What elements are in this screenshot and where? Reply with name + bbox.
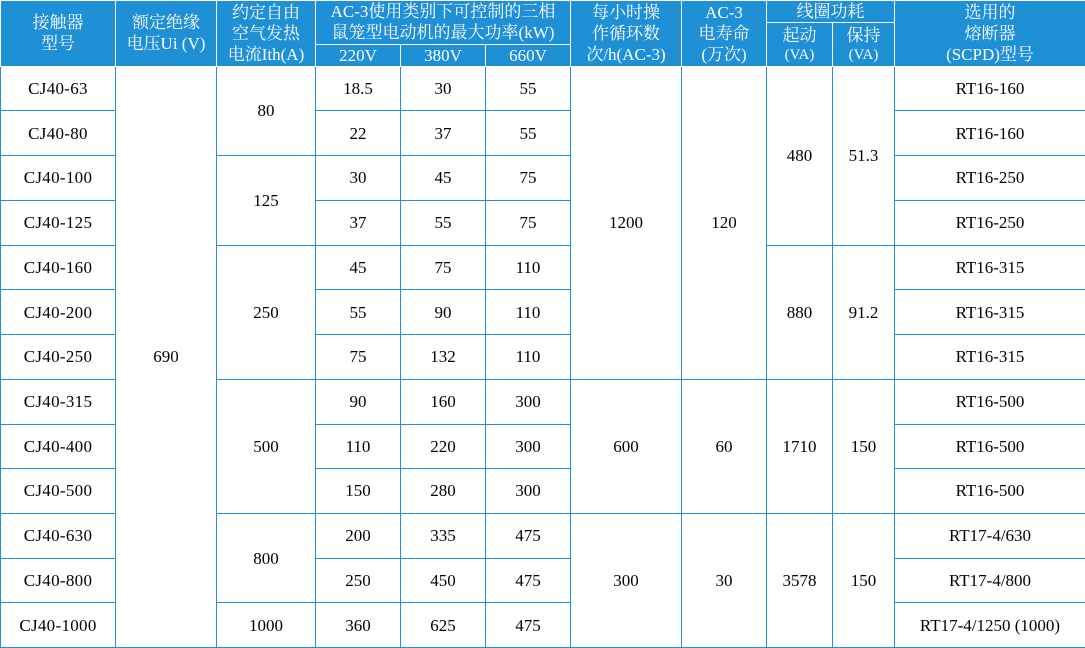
header-coil-consumption-group xyxy=(767,1,895,23)
cell-fuse: RT16-315 xyxy=(895,335,1085,380)
cell-model: CJ40-100 xyxy=(1,156,116,201)
cell-power-220: 150 xyxy=(316,469,401,514)
header-coil-group-label: 线圈功耗 xyxy=(797,2,865,21)
cell-model: CJ40-400 xyxy=(1,424,116,469)
cell-model: CJ40-125 xyxy=(1,200,116,245)
cell-power-380: 160 xyxy=(401,379,486,424)
cell-insulation-voltage: 690 xyxy=(116,66,217,648)
header-insulation-line2: 电压Ui (V) xyxy=(118,33,214,54)
cell-model: CJ40-200 xyxy=(1,290,116,335)
cell-fuse: RT16-250 xyxy=(895,156,1085,201)
cell-cycles: 1200 xyxy=(571,66,682,379)
cell-power-660: 110 xyxy=(486,335,571,380)
cell-coil-hold: 150 xyxy=(833,513,895,647)
cell-model: CJ40-800 xyxy=(1,558,116,603)
header-life-line3: (万次) xyxy=(684,44,764,65)
table-header xyxy=(1,1,1085,67)
cell-thermal-current: 80 xyxy=(217,66,316,155)
cell-power-220: 200 xyxy=(316,513,401,558)
cell-power-660: 55 xyxy=(486,66,571,111)
header-thermal-line1: 约定自由 xyxy=(219,2,313,23)
header-cycles-line2: 作循环数 xyxy=(573,23,679,44)
cell-model: CJ40-160 xyxy=(1,245,116,290)
cell-fuse: RT16-250 xyxy=(895,200,1085,245)
cell-coil-start: 1710 xyxy=(767,379,833,513)
cell-life: 60 xyxy=(682,379,767,513)
cell-model: CJ40-80 xyxy=(1,111,116,156)
cell-fuse: RT17-4/1250 (1000) xyxy=(895,603,1085,648)
cell-power-220: 22 xyxy=(316,111,401,156)
cell-model: CJ40-630 xyxy=(1,513,116,558)
cell-power-380: 90 xyxy=(401,290,486,335)
header-model-line2: 型号 xyxy=(3,33,113,54)
header-coil-hold-line2: (VA) xyxy=(835,46,892,65)
cell-power-380: 75 xyxy=(401,245,486,290)
cell-coil-start: 3578 xyxy=(767,513,833,647)
cell-power-660: 75 xyxy=(486,156,571,201)
cell-power-660: 475 xyxy=(486,513,571,558)
header-fuse-line2: 熔断器 xyxy=(897,23,1083,44)
header-life-line2: 电寿命 xyxy=(684,23,764,44)
header-thermal-line2: 空气发热 xyxy=(219,23,313,44)
cell-model: CJ40-500 xyxy=(1,469,116,514)
cell-power-380: 132 xyxy=(401,335,486,380)
header-coil-start xyxy=(767,23,833,67)
cell-power-220: 18.5 xyxy=(316,66,401,111)
cell-thermal-current: 500 xyxy=(217,379,316,513)
header-ac3-power-group xyxy=(316,1,571,45)
cell-fuse: RT16-500 xyxy=(895,424,1085,469)
cell-power-380: 30 xyxy=(401,66,486,111)
cell-model: CJ40-315 xyxy=(1,379,116,424)
header-life-line1: AC-3 xyxy=(684,2,764,23)
cell-power-660: 110 xyxy=(486,245,571,290)
cell-power-380: 625 xyxy=(401,603,486,648)
cell-model: CJ40-250 xyxy=(1,335,116,380)
cell-fuse: RT17-4/630 xyxy=(895,513,1085,558)
header-voltage-220: 220V xyxy=(316,44,401,66)
cell-fuse: RT16-315 xyxy=(895,245,1085,290)
cell-power-380: 220 xyxy=(401,424,486,469)
cell-power-220: 45 xyxy=(316,245,401,290)
header-model-line1: 接触器 xyxy=(3,12,113,33)
cell-fuse: RT16-315 xyxy=(895,290,1085,335)
cell-model: CJ40-63 xyxy=(1,66,116,111)
cell-power-660: 300 xyxy=(486,424,571,469)
cell-model: CJ40-1000 xyxy=(1,603,116,648)
header-thermal-line3: 电流Ith(A) xyxy=(219,44,313,65)
header-row-1 xyxy=(1,1,1085,23)
cell-coil-hold: 91.2 xyxy=(833,245,895,379)
cell-power-380: 45 xyxy=(401,156,486,201)
cell-thermal-current: 250 xyxy=(217,245,316,379)
header-ac3-group-line1: AC-3使用类别下可控制的三相 xyxy=(318,1,568,22)
cell-life: 30 xyxy=(682,513,767,647)
cell-power-660: 300 xyxy=(486,379,571,424)
cell-coil-start: 480 xyxy=(767,66,833,245)
cell-fuse: RT16-160 xyxy=(895,66,1085,111)
header-coil-start-line1: 起动 xyxy=(769,25,830,46)
header-insulation-line1: 额定绝缘 xyxy=(118,12,214,33)
header-fuse-line3: (SCPD)型号 xyxy=(897,44,1083,65)
cell-cycles: 600 xyxy=(571,379,682,513)
header-fuse xyxy=(895,1,1085,67)
header-electrical-life xyxy=(682,1,767,67)
cell-cycles: 300 xyxy=(571,513,682,647)
cell-fuse: RT16-160 xyxy=(895,111,1085,156)
cell-power-220: 250 xyxy=(316,558,401,603)
cell-power-660: 475 xyxy=(486,558,571,603)
cell-coil-hold: 51.3 xyxy=(833,66,895,245)
cell-power-220: 55 xyxy=(316,290,401,335)
header-cycles-line3: 次/h(AC-3) xyxy=(573,44,679,65)
cell-power-380: 37 xyxy=(401,111,486,156)
cell-power-660: 55 xyxy=(486,111,571,156)
header-fuse-line1: 选用的 xyxy=(897,2,1083,23)
header-cycles-line1: 每小时操 xyxy=(573,2,679,23)
table-row xyxy=(1,66,1085,111)
cell-power-380: 280 xyxy=(401,469,486,514)
cell-fuse: RT16-500 xyxy=(895,379,1085,424)
cell-power-380: 450 xyxy=(401,558,486,603)
cell-power-660: 475 xyxy=(486,603,571,648)
cell-coil-start: 880 xyxy=(767,245,833,379)
table-body xyxy=(1,66,1085,648)
header-coil-hold-line1: 保持 xyxy=(835,25,892,46)
header-voltage-660: 660V xyxy=(486,44,571,66)
cell-power-220: 360 xyxy=(316,603,401,648)
header-ac3-group-line2: 鼠笼型电动机的最大功率(kW) xyxy=(318,22,568,43)
cell-fuse: RT17-4/800 xyxy=(895,558,1085,603)
cell-power-660: 300 xyxy=(486,469,571,514)
header-operating-cycles xyxy=(571,1,682,67)
header-thermal-current xyxy=(217,1,316,67)
header-model xyxy=(1,1,116,67)
cell-thermal-current: 1000 xyxy=(217,603,316,648)
cell-power-220: 37 xyxy=(316,200,401,245)
cell-power-380: 55 xyxy=(401,200,486,245)
header-insulation-voltage xyxy=(116,1,217,67)
header-coil-start-line2: (VA) xyxy=(769,46,830,65)
cell-power-220: 75 xyxy=(316,335,401,380)
cell-thermal-current: 125 xyxy=(217,156,316,245)
cell-power-220: 30 xyxy=(316,156,401,201)
cell-thermal-current: 800 xyxy=(217,513,316,602)
cell-life: 120 xyxy=(682,66,767,379)
cell-power-660: 110 xyxy=(486,290,571,335)
cell-fuse: RT16-500 xyxy=(895,469,1085,514)
cell-coil-hold: 150 xyxy=(833,379,895,513)
header-coil-hold xyxy=(833,23,895,67)
header-voltage-380: 380V xyxy=(401,44,486,66)
cell-power-380: 335 xyxy=(401,513,486,558)
cell-power-220: 90 xyxy=(316,379,401,424)
cell-power-220: 110 xyxy=(316,424,401,469)
cell-power-660: 75 xyxy=(486,200,571,245)
